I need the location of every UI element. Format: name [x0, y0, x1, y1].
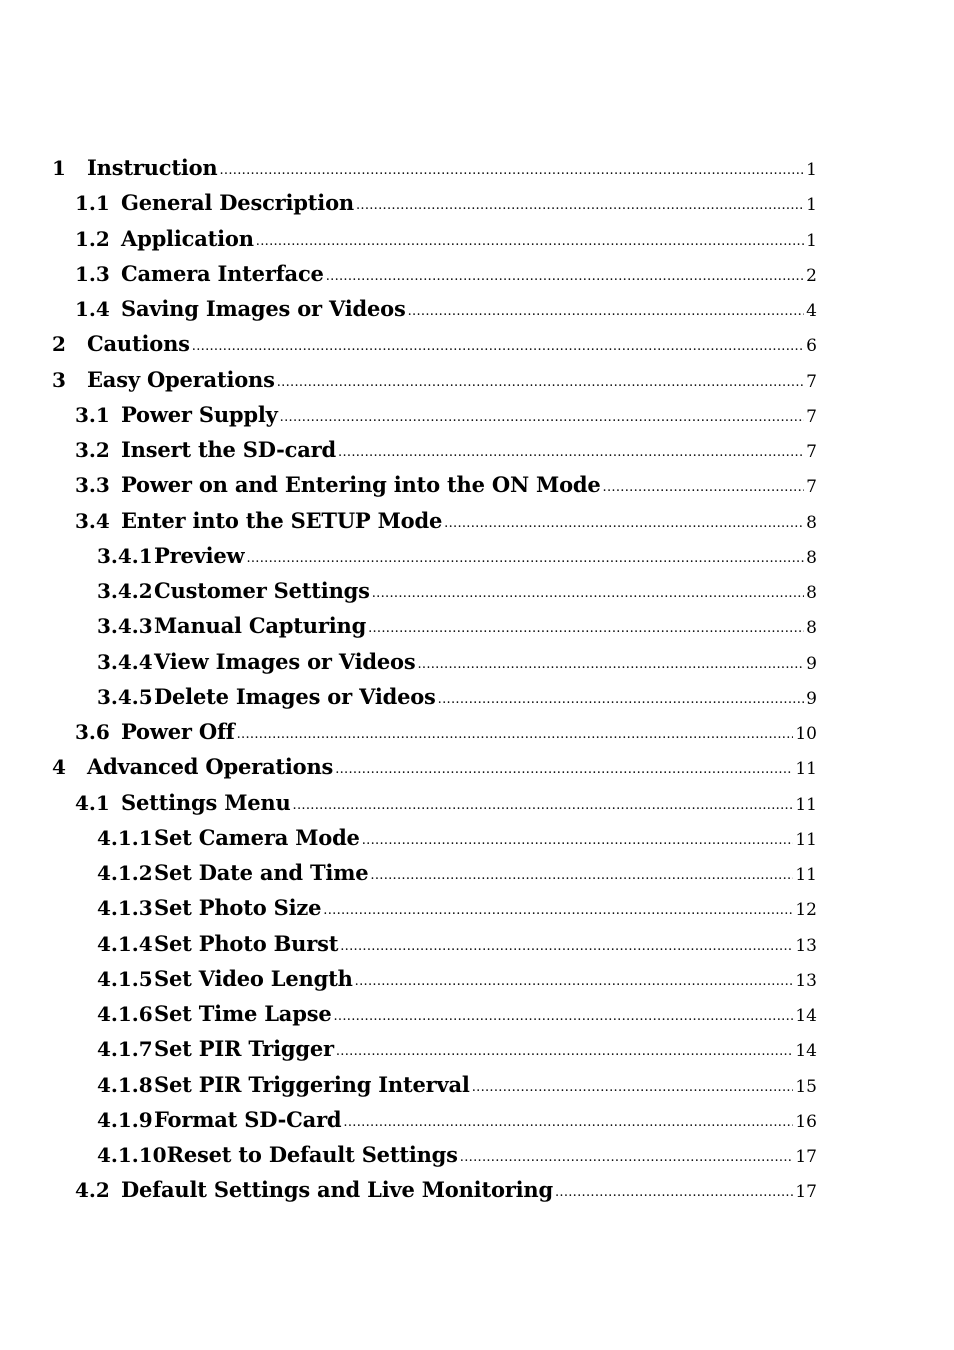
toc-entry-number: 3.4.4	[97, 649, 153, 674]
toc-entry-page: 8	[806, 547, 817, 568]
toc-entry-page: 9	[806, 653, 817, 674]
toc-entry-page: 7	[806, 371, 817, 392]
toc-entry-title: Default Settings and Live Monitoring	[121, 1177, 553, 1203]
toc-entry-number: 4.1.10	[97, 1143, 167, 1167]
toc-entry[interactable]	[52, 961, 817, 996]
toc-entry[interactable]	[52, 538, 817, 573]
toc-entry-title: Set Photo Burst	[154, 930, 339, 956]
toc-entry-title: View Images or Videos	[154, 648, 416, 674]
toc-entry-number: 4.1.9	[97, 1107, 153, 1132]
toc-entry-title: Enter into the SETUP Mode	[121, 507, 443, 533]
toc-entry[interactable]	[52, 926, 817, 961]
toc-entry-page: 14	[795, 1041, 817, 1062]
toc-entry[interactable]	[52, 644, 817, 679]
toc-entry-number: 3.4.2	[97, 579, 153, 603]
toc-entry[interactable]	[52, 256, 817, 291]
dot-leader	[336, 1040, 794, 1064]
toc-entry[interactable]	[52, 1067, 817, 1102]
dot-leader	[355, 970, 794, 994]
toc-entry[interactable]	[52, 996, 817, 1031]
toc-entry-page: 1	[806, 160, 817, 180]
toc-entry[interactable]	[52, 820, 817, 855]
toc-entry-page: 7	[806, 406, 817, 427]
toc-entry[interactable]	[52, 291, 817, 326]
dot-leader	[323, 899, 793, 923]
toc-entry-number: 1.1	[75, 191, 110, 216]
toc-entry[interactable]	[52, 397, 817, 432]
toc-entry-title: Set Camera Mode	[154, 824, 360, 850]
toc-entry[interactable]	[52, 1137, 817, 1172]
toc-entry[interactable]	[52, 326, 817, 361]
toc-entry-title: Set Date and Time	[154, 860, 369, 885]
toc-entry-page: 8	[806, 512, 817, 533]
toc-entry-title: Power on and Entering into the ON Mode	[121, 472, 601, 498]
toc-entry-title: Format SD-Card	[154, 1106, 342, 1132]
dot-leader	[438, 688, 805, 712]
toc-entry-title: Set PIR Trigger	[154, 1036, 334, 1062]
dot-leader	[333, 1005, 793, 1029]
toc-entry-page: 8	[806, 618, 817, 639]
toc-entry-number: 3.4.3	[97, 614, 153, 639]
dot-leader	[335, 758, 793, 782]
toc-entry[interactable]	[52, 1031, 817, 1066]
toc-entry-page: 7	[806, 442, 817, 462]
dot-leader	[408, 300, 805, 324]
dot-leader	[343, 1111, 793, 1135]
toc-entry-title: Manual Capturing	[154, 613, 367, 639]
toc-entry-page: 8	[806, 583, 817, 603]
toc-entry[interactable]	[52, 185, 817, 220]
toc-entry[interactable]	[52, 432, 817, 467]
toc-entry-number: 1	[52, 156, 66, 180]
toc-entry[interactable]	[52, 150, 817, 185]
dot-leader	[237, 723, 794, 747]
toc-entry-title: Power Supply	[121, 401, 278, 427]
toc-entry-page: 11	[795, 865, 817, 885]
toc-entry[interactable]	[52, 362, 817, 397]
toc-entry-number: 1.3	[75, 261, 110, 286]
dot-leader	[368, 617, 804, 641]
toc-entry[interactable]	[52, 679, 817, 714]
toc-entry-number: 3.1	[75, 402, 110, 427]
toc-entry-title: Saving Images or Videos	[121, 296, 406, 321]
toc-entry-page: 16	[795, 1111, 817, 1132]
toc-entry[interactable]	[52, 1172, 817, 1207]
toc-entry[interactable]	[52, 467, 817, 502]
toc-entry-page: 7	[806, 477, 817, 498]
toc-entry-title: Set Video Length	[154, 965, 353, 991]
toc-entry-number: 4.1.8	[97, 1072, 153, 1097]
toc-entry-title: Reset to Default Settings	[166, 1142, 458, 1167]
toc-entry-page: 1	[806, 195, 817, 216]
dot-leader	[417, 653, 804, 677]
toc-entry-number: 3.4.5	[97, 684, 153, 709]
toc-entry-title: Instruction	[87, 155, 218, 180]
toc-entry-number: 2	[52, 332, 66, 357]
toc-entry-title: Insert the SD-card	[121, 437, 337, 462]
toc-entry[interactable]	[52, 855, 817, 890]
toc-entry-title: Easy Operations	[87, 366, 275, 392]
toc-entry-number: 4.1.6	[97, 1002, 153, 1026]
toc-entry-number: 3	[52, 367, 66, 392]
toc-entry-page: 13	[795, 970, 817, 991]
toc-entry-title: General Description	[121, 190, 354, 216]
toc-entry-title: Advanced Operations	[87, 754, 334, 780]
toc-entry-page: 14	[795, 1006, 817, 1026]
toc-entry-title: Set Time Lapse	[154, 1001, 332, 1026]
toc-entry-number: 3.3	[75, 473, 110, 498]
toc-entry-number: 4.1	[75, 790, 110, 815]
table-of-contents	[52, 150, 817, 1208]
toc-entry-number: 3.2	[75, 438, 110, 462]
dot-leader	[444, 512, 804, 536]
dot-leader	[472, 1076, 794, 1100]
toc-entry-page: 10	[795, 724, 817, 744]
dot-leader	[246, 547, 804, 571]
dot-leader	[603, 476, 805, 500]
toc-entry-title: Settings Menu	[121, 789, 291, 815]
dot-leader	[293, 794, 794, 818]
dot-leader	[340, 935, 793, 959]
toc-entry[interactable]	[52, 714, 817, 749]
toc-entry-page: 1	[806, 230, 817, 251]
toc-entry-number: 4	[52, 755, 66, 780]
toc-entry-number: 4.1.5	[97, 966, 153, 991]
toc-entry-number: 3.6	[75, 720, 110, 744]
toc-entry-title: Customer Settings	[154, 578, 370, 603]
dot-leader	[370, 864, 793, 888]
dot-leader	[326, 265, 804, 289]
toc-entry-page: 4	[806, 301, 817, 321]
toc-entry[interactable]	[52, 785, 817, 820]
toc-entry-number: 3.4.1	[97, 543, 153, 568]
dot-leader	[555, 1181, 793, 1205]
toc-entry-page: 12	[795, 900, 817, 921]
dot-leader	[356, 194, 804, 218]
dot-leader	[460, 1146, 794, 1170]
toc-entry-number: 1.4	[75, 297, 110, 321]
toc-entry-number: 4.1.3	[97, 896, 153, 921]
toc-entry-page: 2	[806, 265, 817, 286]
dot-leader	[280, 406, 805, 430]
toc-entry-page: 13	[795, 935, 817, 956]
toc-entry-page: 17	[795, 1147, 817, 1167]
toc-entry[interactable]	[52, 608, 817, 643]
toc-entry-page: 11	[795, 759, 817, 780]
toc-entry[interactable]	[52, 1102, 817, 1137]
toc-entry-page: 11	[795, 829, 817, 850]
toc-entry-title: Cautions	[87, 331, 190, 357]
toc-entry-title: Delete Images or Videos	[154, 683, 436, 709]
dot-leader	[362, 829, 794, 853]
dot-leader	[372, 582, 804, 606]
toc-entry-number: 4.1.7	[97, 1037, 153, 1062]
dot-leader	[256, 230, 804, 254]
dot-leader	[192, 335, 804, 359]
toc-entry-number: 4.1.4	[97, 931, 153, 956]
toc-entry-page: 15	[795, 1076, 817, 1097]
dot-leader	[220, 159, 805, 183]
toc-entry[interactable]	[52, 573, 817, 608]
toc-entry-page: 6	[806, 336, 817, 357]
toc-entry-title: Set Photo Size	[154, 895, 322, 921]
toc-entry-title: Set PIR Triggering Interval	[154, 1071, 470, 1097]
dot-leader	[277, 371, 804, 395]
toc-entry-number: 1.2	[75, 226, 110, 251]
toc-entry[interactable]	[52, 503, 817, 538]
toc-entry-page: 11	[795, 794, 817, 815]
toc-entry[interactable]	[52, 221, 817, 256]
toc-entry-page: 9	[806, 688, 817, 709]
toc-entry-number: 4.1.1	[97, 825, 153, 850]
toc-entry-number: 4.2	[75, 1178, 110, 1203]
toc-entry-number: 4.1.2	[97, 861, 153, 885]
toc-entry-title: Camera Interface	[121, 260, 324, 286]
toc-entry-page: 17	[795, 1182, 817, 1203]
toc-entry[interactable]	[52, 749, 817, 784]
dot-leader	[338, 441, 804, 465]
toc-entry-title: Power Off	[121, 719, 235, 744]
toc-entry-number: 3.4	[75, 508, 110, 533]
toc-entry[interactable]	[52, 890, 817, 925]
toc-entry-title: Application	[121, 225, 254, 251]
toc-entry-title: Preview	[154, 542, 245, 568]
